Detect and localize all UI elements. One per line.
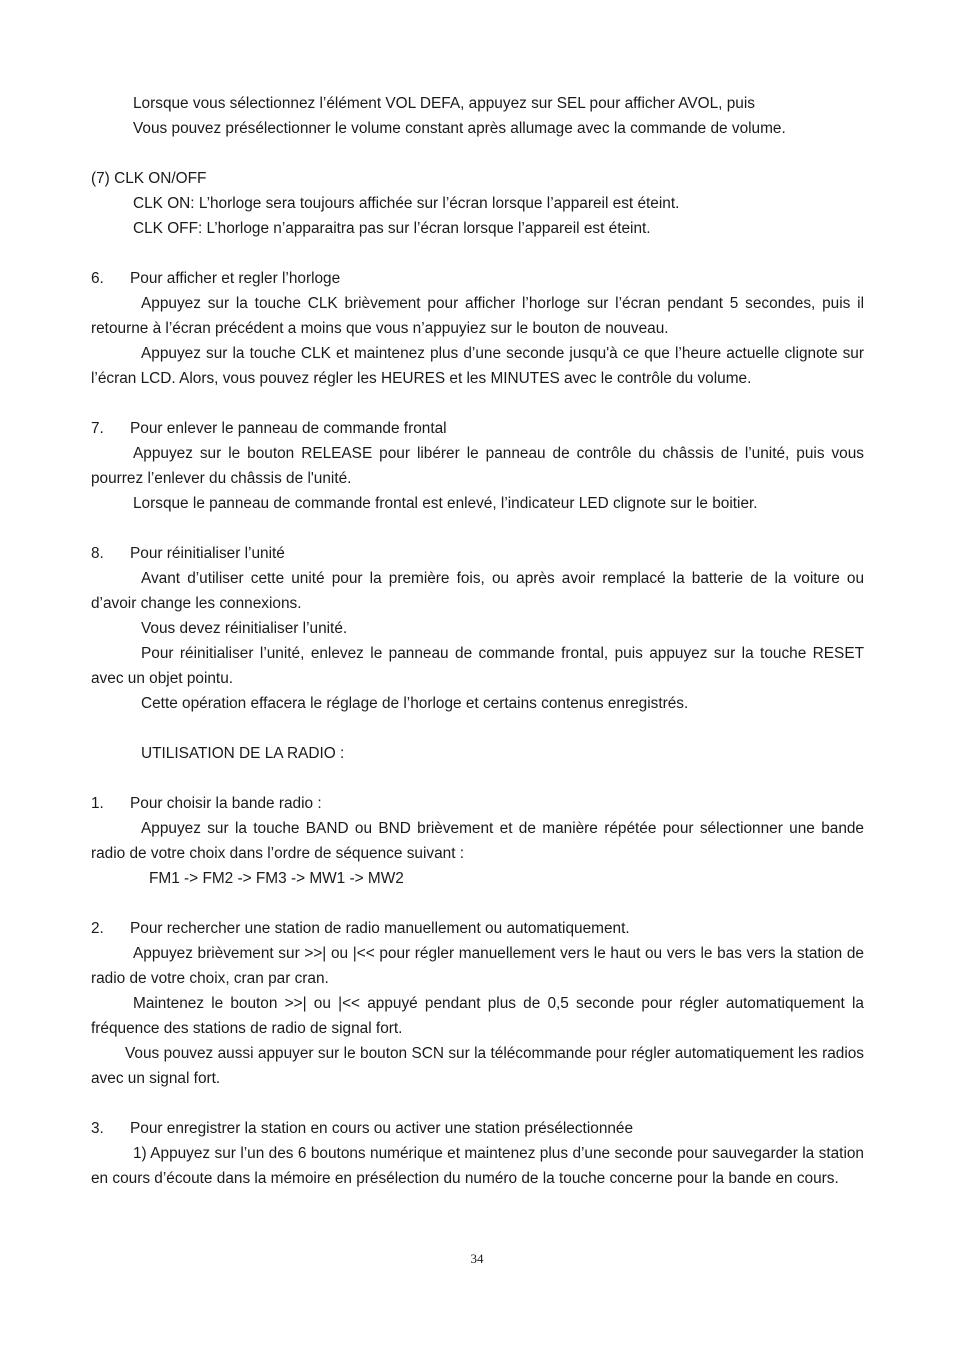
radio-3-paragraph-1: 1) Appuyez sur l’un des 6 boutons numérique et maintenez plus d’une seconde pour sauvegarder la station en cours d’écoute dans la mémoire en présélection du numéro de la touche concerne pour la bande en cours. [91,1145,864,1187]
section-8-paragraph-3: Pour réinitialiser l’unité, enlevez le panneau de commande frontal, puis appuyez sur la touche RESET avec un objet pointu. [91,645,864,687]
radio-1-heading [91,791,864,816]
radio-section-heading: UTILISATION DE LA RADIO : [141,745,345,762]
radio-3-title: Pour enregistrer la station en cours ou activer une station présélectionnée [130,1120,634,1137]
radio-2-paragraph-2: Maintenez le bouton >>| ou |<< appuyé pendant plus de 0,5 seconde pour régler automatiquement la fréquence des stations de radio de signal fort. [91,995,864,1037]
radio-3-number: 3. [91,1120,104,1137]
radio-2-title: Pour rechercher une station de radio manuellement ou automatiquement. [130,920,630,937]
section-8-number: 8. [91,545,104,562]
radio-2-paragraph-1: Appuyez brièvement sur >>| ou |<< pour régler manuellement vers le haut ou vers le bas vers la station de radio de votre choix, cran par cran. [91,945,864,987]
radio-2-number: 2. [91,920,104,937]
radio-1-paragraph-1: Appuyez sur la touche BAND ou BND brièvement et de manière répétée pour sélectionner une bande radio de votre choix dans l’ordre de séquence suivant : [91,820,864,862]
section-7-title: Pour enlever le panneau de commande frontal [130,420,447,437]
section-6-paragraph-1: Appuyez sur la touche CLK brièvement pour afficher l’horloge sur l’écran pendant 5 secondes, puis il retourne à l’écran précédent a moins que vous n’appuyiez sur le bouton de nouveau. [91,295,864,337]
vol-defa-line-2: Vous pouvez présélectionner le volume constant après allumage avec la commande de volume. [133,120,786,137]
section-8-title: Pour réinitialiser l’unité [130,545,285,562]
section-7-paragraph-1: Appuyez sur le bouton RELEASE pour libérer le panneau de contrôle du châssis de l’unité, puis vous pourrez l’enlever du châssis de l'unité. [91,445,864,487]
clk-off-text: CLK OFF: L’horloge n’apparaitra pas sur l’écran lorsque l’appareil est éteint. [133,220,651,237]
section-8-paragraph-4: Cette opération effacera le réglage de l’horloge et certains contenus enregistrés. [141,695,689,712]
vol-defa-line-1: Lorsque vous sélectionnez l’élément VOL DEFA, appuyez sur SEL pour afficher AVOL, puis [133,95,755,112]
section-8-paragraph-2: Vous devez réinitialiser l’unité. [141,620,348,637]
section-7-heading [91,416,864,441]
section-7-number: 7. [91,420,104,437]
band-sequence: FM1 -> FM2 -> FM3 -> MW1 -> MW2 [149,870,404,887]
section-6-number: 6. [91,270,104,287]
section-7-paragraph-2: Lorsque le panneau de commande frontal est enlevé, l’indicateur LED clignote sur le boitier. [133,495,758,512]
section-6-paragraph-2: Appuyez sur la touche CLK et maintenez plus d’une seconde jusqu'à ce que l’heure actuelle clignote sur l’écran LCD. Alors, vous pouvez régler les HEURES et les MINUTES avec le contrôle du volume. [91,345,864,387]
section-6-heading [91,266,864,291]
section-8-heading [91,541,864,566]
section-8-paragraph-1: Avant d’utiliser cette unité pour la première fois, ou après avoir remplacé la batterie de la voiture ou d’avoir change les connexions. [91,570,864,612]
section-6-title: Pour afficher et regler l’horloge [130,270,341,287]
clk-on-text: CLK ON: L’horloge sera toujours affichée sur l’écran lorsque l’appareil est éteint. [133,195,680,212]
radio-1-title: Pour choisir la bande radio : [130,795,322,812]
clk-heading: (7) CLK ON/OFF [91,170,207,187]
radio-2-paragraph-3: Vous pouvez aussi appuyer sur le bouton SCN sur la télécommande pour régler automatiquement les radios avec un signal fort. [91,1045,864,1087]
radio-1-number: 1. [91,795,104,812]
radio-2-heading [91,916,864,941]
document-page [91,91,864,1191]
radio-3-heading [91,1116,864,1141]
page-number: 34 [470,1251,484,1266]
